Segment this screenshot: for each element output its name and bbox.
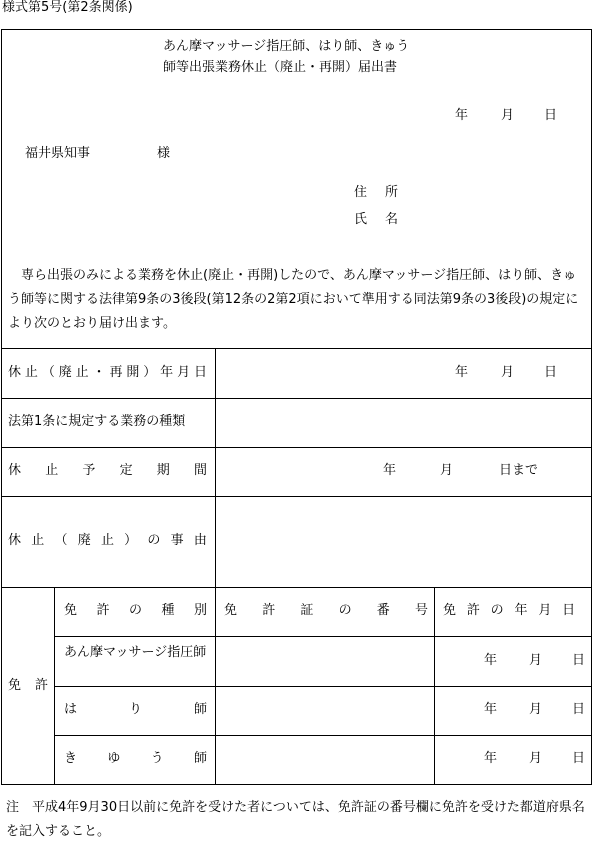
label-char: 間 [193, 463, 207, 478]
address-label [354, 185, 398, 201]
addressee-honorific: 様 [157, 146, 171, 161]
label-char: 年 [160, 365, 174, 380]
planned-period-label [8, 463, 207, 479]
license-type-anma: あん摩マッサージ指圧師 [64, 645, 207, 660]
license-type-hari [64, 702, 207, 718]
label-char: き [64, 751, 78, 766]
divider [1, 587, 592, 588]
label-char: 定 [119, 463, 133, 478]
label-char: 由 [193, 533, 207, 548]
license-type-header [64, 603, 207, 619]
license-number-field-kyu[interactable] [216, 736, 433, 784]
label-char: ゆ [107, 751, 121, 766]
label-char: （ [54, 533, 68, 548]
label-char: 休 [8, 463, 22, 478]
name-label [354, 212, 398, 228]
form-title-line2: 師等出張業務休止（廃止・再開）届出書 [163, 60, 398, 75]
label-char: 証 [300, 603, 314, 618]
label-char: の [338, 603, 352, 618]
reason-label [8, 533, 207, 549]
suspension-date-month: 月 [501, 365, 515, 380]
license-date-day: 日 [572, 751, 586, 766]
license-date-header [443, 603, 586, 619]
form-title-line1: あん摩マッサージ指圧師、はり師、きゅう [163, 39, 410, 54]
license-date-month: 月 [529, 653, 543, 668]
license-number-header [224, 603, 428, 619]
label-char: 番 [376, 603, 390, 618]
period-until: 日まで [499, 463, 539, 478]
label-char: 止 [100, 533, 114, 548]
suspension-date-year: 年 [455, 365, 469, 380]
license-date-year: 年 [484, 702, 498, 717]
label-char: 免 [443, 603, 457, 618]
label-char: 師 [193, 751, 207, 766]
period-month: 月 [440, 463, 454, 478]
label-char: 日 [193, 365, 207, 380]
license-date-day: 日 [572, 702, 586, 717]
license-type-kyu [64, 751, 207, 767]
label-char: 免 [8, 678, 22, 693]
label-char: 休 [8, 533, 22, 548]
label-char: 開 [126, 365, 140, 380]
label-char: （ [41, 365, 55, 380]
label-char: 止 [24, 365, 38, 380]
license-number-field-anma[interactable] [216, 637, 433, 685]
label-char: 止 [75, 365, 89, 380]
label-char: ） [124, 533, 138, 548]
label-char: は [64, 702, 78, 717]
label-char: 種 [161, 603, 175, 618]
footnote: 注 平成4年9月30日以前に免許を受けた者については、免許証の番号欄に免許を受けた都道府県名を記入すること。 [6, 800, 585, 839]
license-date-year: 年 [484, 751, 498, 766]
period-year: 年 [383, 463, 397, 478]
label-char: の [147, 533, 161, 548]
label-char: 予 [82, 463, 96, 478]
label-char: ） [143, 365, 157, 380]
label-char: 許 [34, 678, 48, 693]
label-char: 免 [224, 603, 238, 618]
label-char: う [150, 751, 164, 766]
header-date-day: 日 [544, 108, 558, 123]
label-char: 号 [414, 603, 428, 618]
suspension-date-field[interactable] [216, 349, 591, 397]
label-char: 免 [64, 603, 78, 618]
label-char: 月 [538, 603, 552, 618]
license-section-label [8, 678, 48, 694]
addressee: 福井県知事 [25, 146, 91, 161]
column-divider [54, 587, 55, 785]
suspension-date-day: 日 [544, 365, 558, 380]
label-char: 日 [562, 603, 576, 618]
label-char: 許 [466, 603, 480, 618]
business-type-label: 法第1条に規定する業務の種類 [8, 414, 186, 429]
license-number-field-hari[interactable] [216, 687, 433, 734]
label-char: 再 [109, 365, 123, 380]
label-char: 師 [193, 702, 207, 717]
label-char: 氏 [354, 212, 368, 227]
label-char: 住 [354, 185, 368, 200]
label-char: 廃 [58, 365, 72, 380]
form-number-label: 様式第5号(第2条関係) [2, 0, 133, 15]
label-char: 別 [193, 603, 207, 618]
label-char: 休 [8, 365, 22, 380]
label-char: の [490, 603, 504, 618]
header-date-year: 年 [455, 108, 469, 123]
label-char: 期 [156, 463, 170, 478]
planned-period-field[interactable] [216, 448, 591, 495]
label-char: 所 [384, 185, 398, 200]
label-char: 止 [31, 533, 45, 548]
label-char: ・ [92, 365, 106, 380]
header-date-month: 月 [501, 108, 515, 123]
label-char: 年 [514, 603, 528, 618]
label-char: 許 [262, 603, 276, 618]
declaration-text: 専ら出張のみによる業務を休止(廃止・再開)したので、あん摩マッサージ指圧師、はり師、きゅう師等に関する法律第9条の3後段(第12条の2第2項において準用する同法第9条の3後段)の規定により次のとおり届け出ます。 [8, 268, 579, 331]
business-type-field[interactable] [216, 399, 591, 446]
label-char: 月 [177, 365, 191, 380]
license-date-month: 月 [529, 702, 543, 717]
label-char: 事 [170, 533, 184, 548]
suspension-date-label [8, 365, 207, 381]
label-char: 名 [384, 212, 398, 227]
label-char: の [128, 603, 142, 618]
license-date-day: 日 [572, 653, 586, 668]
column-divider [434, 587, 435, 785]
license-date-year: 年 [484, 653, 498, 668]
label-char: 廃 [77, 533, 91, 548]
label-char: 止 [45, 463, 59, 478]
license-date-month: 月 [529, 751, 543, 766]
label-char: り [128, 702, 142, 717]
label-char: 許 [96, 603, 110, 618]
reason-field[interactable] [216, 497, 591, 586]
